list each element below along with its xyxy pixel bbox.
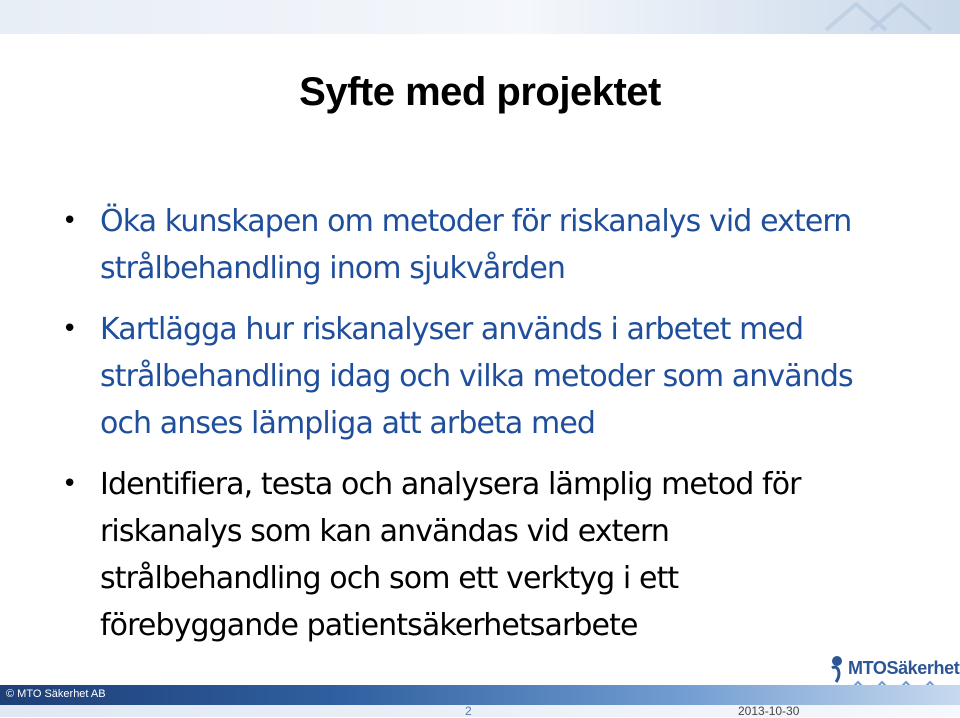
bullet-line: förebyggande patientsäkerhetsarbete [100,608,638,643]
bullet-dot-icon: • [62,469,77,499]
bullet-list [62,198,922,663]
bullet-item [62,461,922,649]
bullet-line: riskanalys som kan användas vid extern [100,514,670,549]
logo-text: MTOSäkerhet [848,658,960,678]
bullet-dot-icon: • [62,314,77,344]
slide-title: Syfte med projektet [299,70,661,114]
footer-bar-light [0,705,960,717]
bullet-line: Identifiera, testa och analysera lämplig metod för [100,467,801,502]
bullet-line: strålbehandling idag och vilka metoder som används [100,359,853,394]
bullet-line: Kartlägga hur riskanalyser används i arbetet med [100,312,804,347]
bullet-item [62,198,922,292]
bullet-dot-icon: • [62,206,77,236]
banner-decoration-icon [816,2,936,32]
footer-date: 2013-10-30 [738,704,800,718]
top-banner [0,0,960,34]
bullet-line: och anses lämpliga att arbeta med [100,406,596,441]
footer-bar [0,685,960,705]
footer-copyright: © MTO Säkerhet AB [6,688,106,700]
bullet-line: strålbehandling och som ett verktyg i ett [100,561,679,596]
bullet-line: strålbehandling inom sjukvården [100,251,566,286]
page-number: 2 [465,704,472,718]
footer [0,685,960,717]
bullet-line: Öka kunskapen om metoder för riskanalys vid extern [100,204,852,239]
bullet-item [62,306,922,447]
